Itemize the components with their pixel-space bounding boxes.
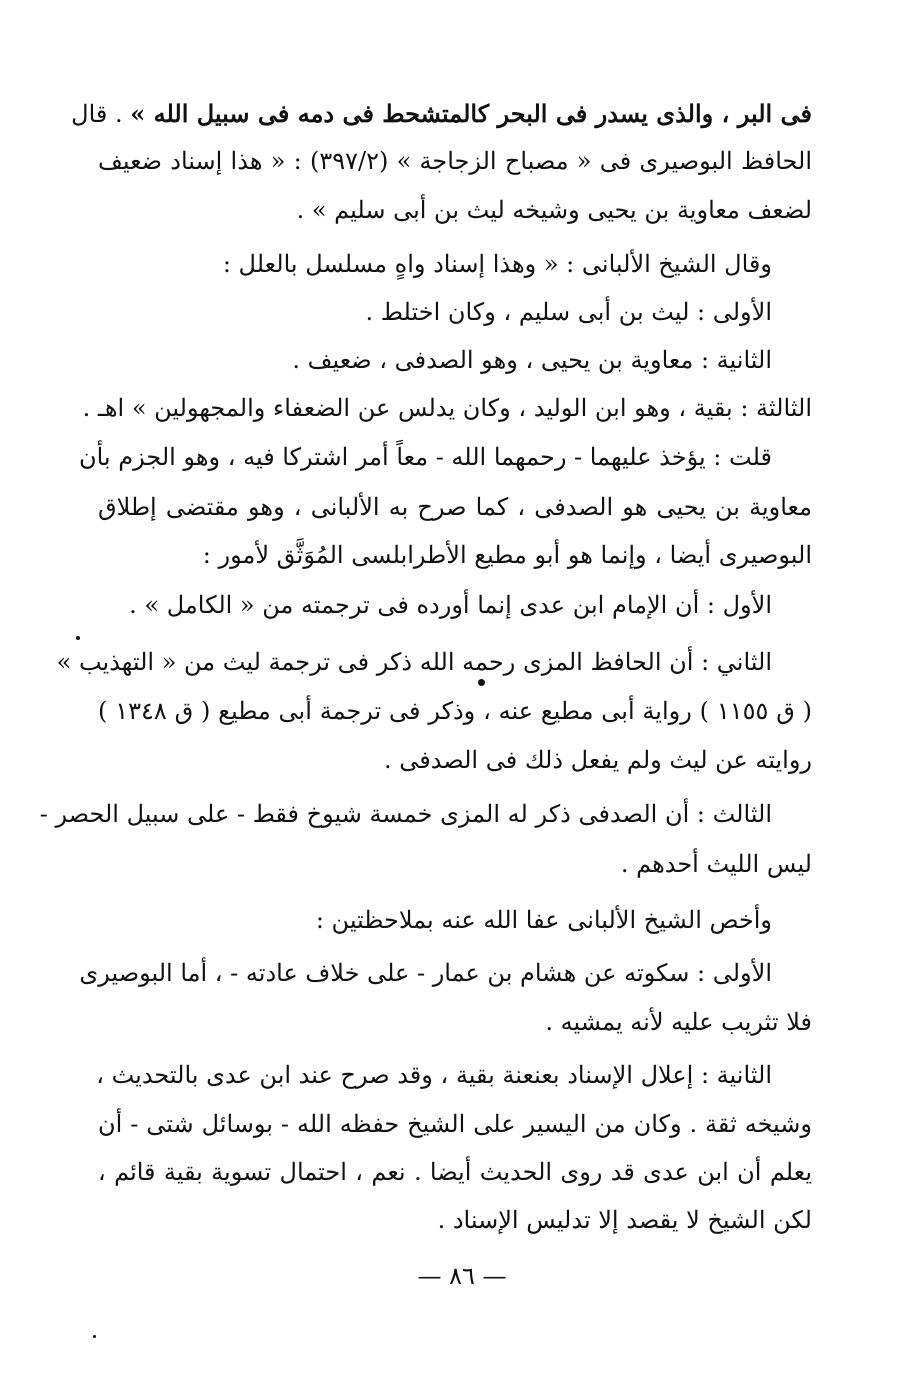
text-line-2: الحافظ البوصيرى فى « مصباح الزجاجة » (٣٩٧/٢) : « هذا إسناد ضعيف (98, 147, 812, 175)
text-line-15: الثالث : أن الصدفى ذكر له المزى خمسة شيوخ فقط - على سبيل الحصر - (39, 800, 772, 828)
scan-speck (478, 679, 485, 686)
text-line-22: يعلم أن ابن عدى قد روى الحديث أيضا . نعم ، احتمال تسوية بقية قائم ، (98, 1158, 812, 1186)
text-line-23: لكن الشيخ لا يقصد إلا تدليس الإسناد . (437, 1206, 812, 1234)
text-line-20: الثانية : إعلال الإسناد بعنعنة بقية ، وقد صرح عند ابن عدى بالتحديث ، (96, 1061, 772, 1089)
text-line-3: لضعف معاوية بن يحيى وشيخه ليث بن أبى سليم » . (296, 196, 812, 224)
text-line-4: وقال الشيخ الألبانى : « وهذا إسناد واهٍ مسلسل بالعلل : (222, 250, 772, 278)
text-line-8: قلت : يؤخذ عليهما - رحمهما الله - معاً أمر اشتركا فيه ، وهو الجزم بأن (78, 443, 772, 471)
text-line-18: الأولى : سكوته عن هشام بن عمار - على خلاف عادته - ، أما البوصيرى (79, 959, 772, 987)
scan-speck (76, 636, 80, 640)
page-number: — ٨٦ — (417, 1262, 507, 1290)
scan-speck (93, 1335, 96, 1338)
text-line-21: وشيخه ثقة . وكان من اليسير على الشيخ حفظه الله - بوسائل شتى - أن (98, 1110, 812, 1138)
text-line-14: روايته عن ليث ولم يفعل ذلك فى الصدفى . (383, 746, 812, 774)
text-line-12: الثاني : أن الحافظ المزى رحمه الله ذكر فى ترجمة ليث من « التهذيب » (56, 648, 772, 676)
bold-quote-end: فى البر ، والذى يسدر فى البحر كالمتشحط فى دمه فى سبيل الله » (130, 99, 812, 128)
text-line-1-rest: . قال (71, 100, 131, 128)
text-line-7: الثالثة : بقية ، وهو ابن الوليد ، وكان يدلس عن الضعفاء والمجهولين » اهـ . (82, 394, 812, 422)
text-line-6: الثانية : معاوية بن يحيى ، وهو الصدفى ، ضعيف . (292, 346, 772, 374)
text-line-17: وأخص الشيخ الألبانى عفا الله عنه بملاحظتين : (315, 906, 772, 934)
text-line-9: معاوية بن يحيى هو الصدفى ، كما صرح به الألبانى ، وهو مقتضى إطلاق (98, 493, 812, 521)
text-line-10: البوصيرى أيضا ، وإنما هو أبو مطيع الأطرابلسى المُوَثَّق لأمور : (202, 541, 812, 569)
text-line-16: ليس الليث أحدهم . (620, 850, 812, 878)
text-line-5: الأولى : ليث بن أبى سليم ، وكان اختلط . (365, 298, 772, 326)
text-line-1 (71, 94, 812, 136)
text-line-19: فلا تثريب عليه لأنه يمشيه . (545, 1008, 812, 1036)
text-line-11: الأول : أن الإمام ابن عدى إنما أورده فى ترجمته من « الكامل » . (129, 591, 772, 619)
text-line-13: ( ق ١١٥٥ ) رواية أبى مطيع عنه ، وذكر فى ترجمة أبى مطيع ( ق ١٣٤٨ ) (98, 697, 813, 725)
